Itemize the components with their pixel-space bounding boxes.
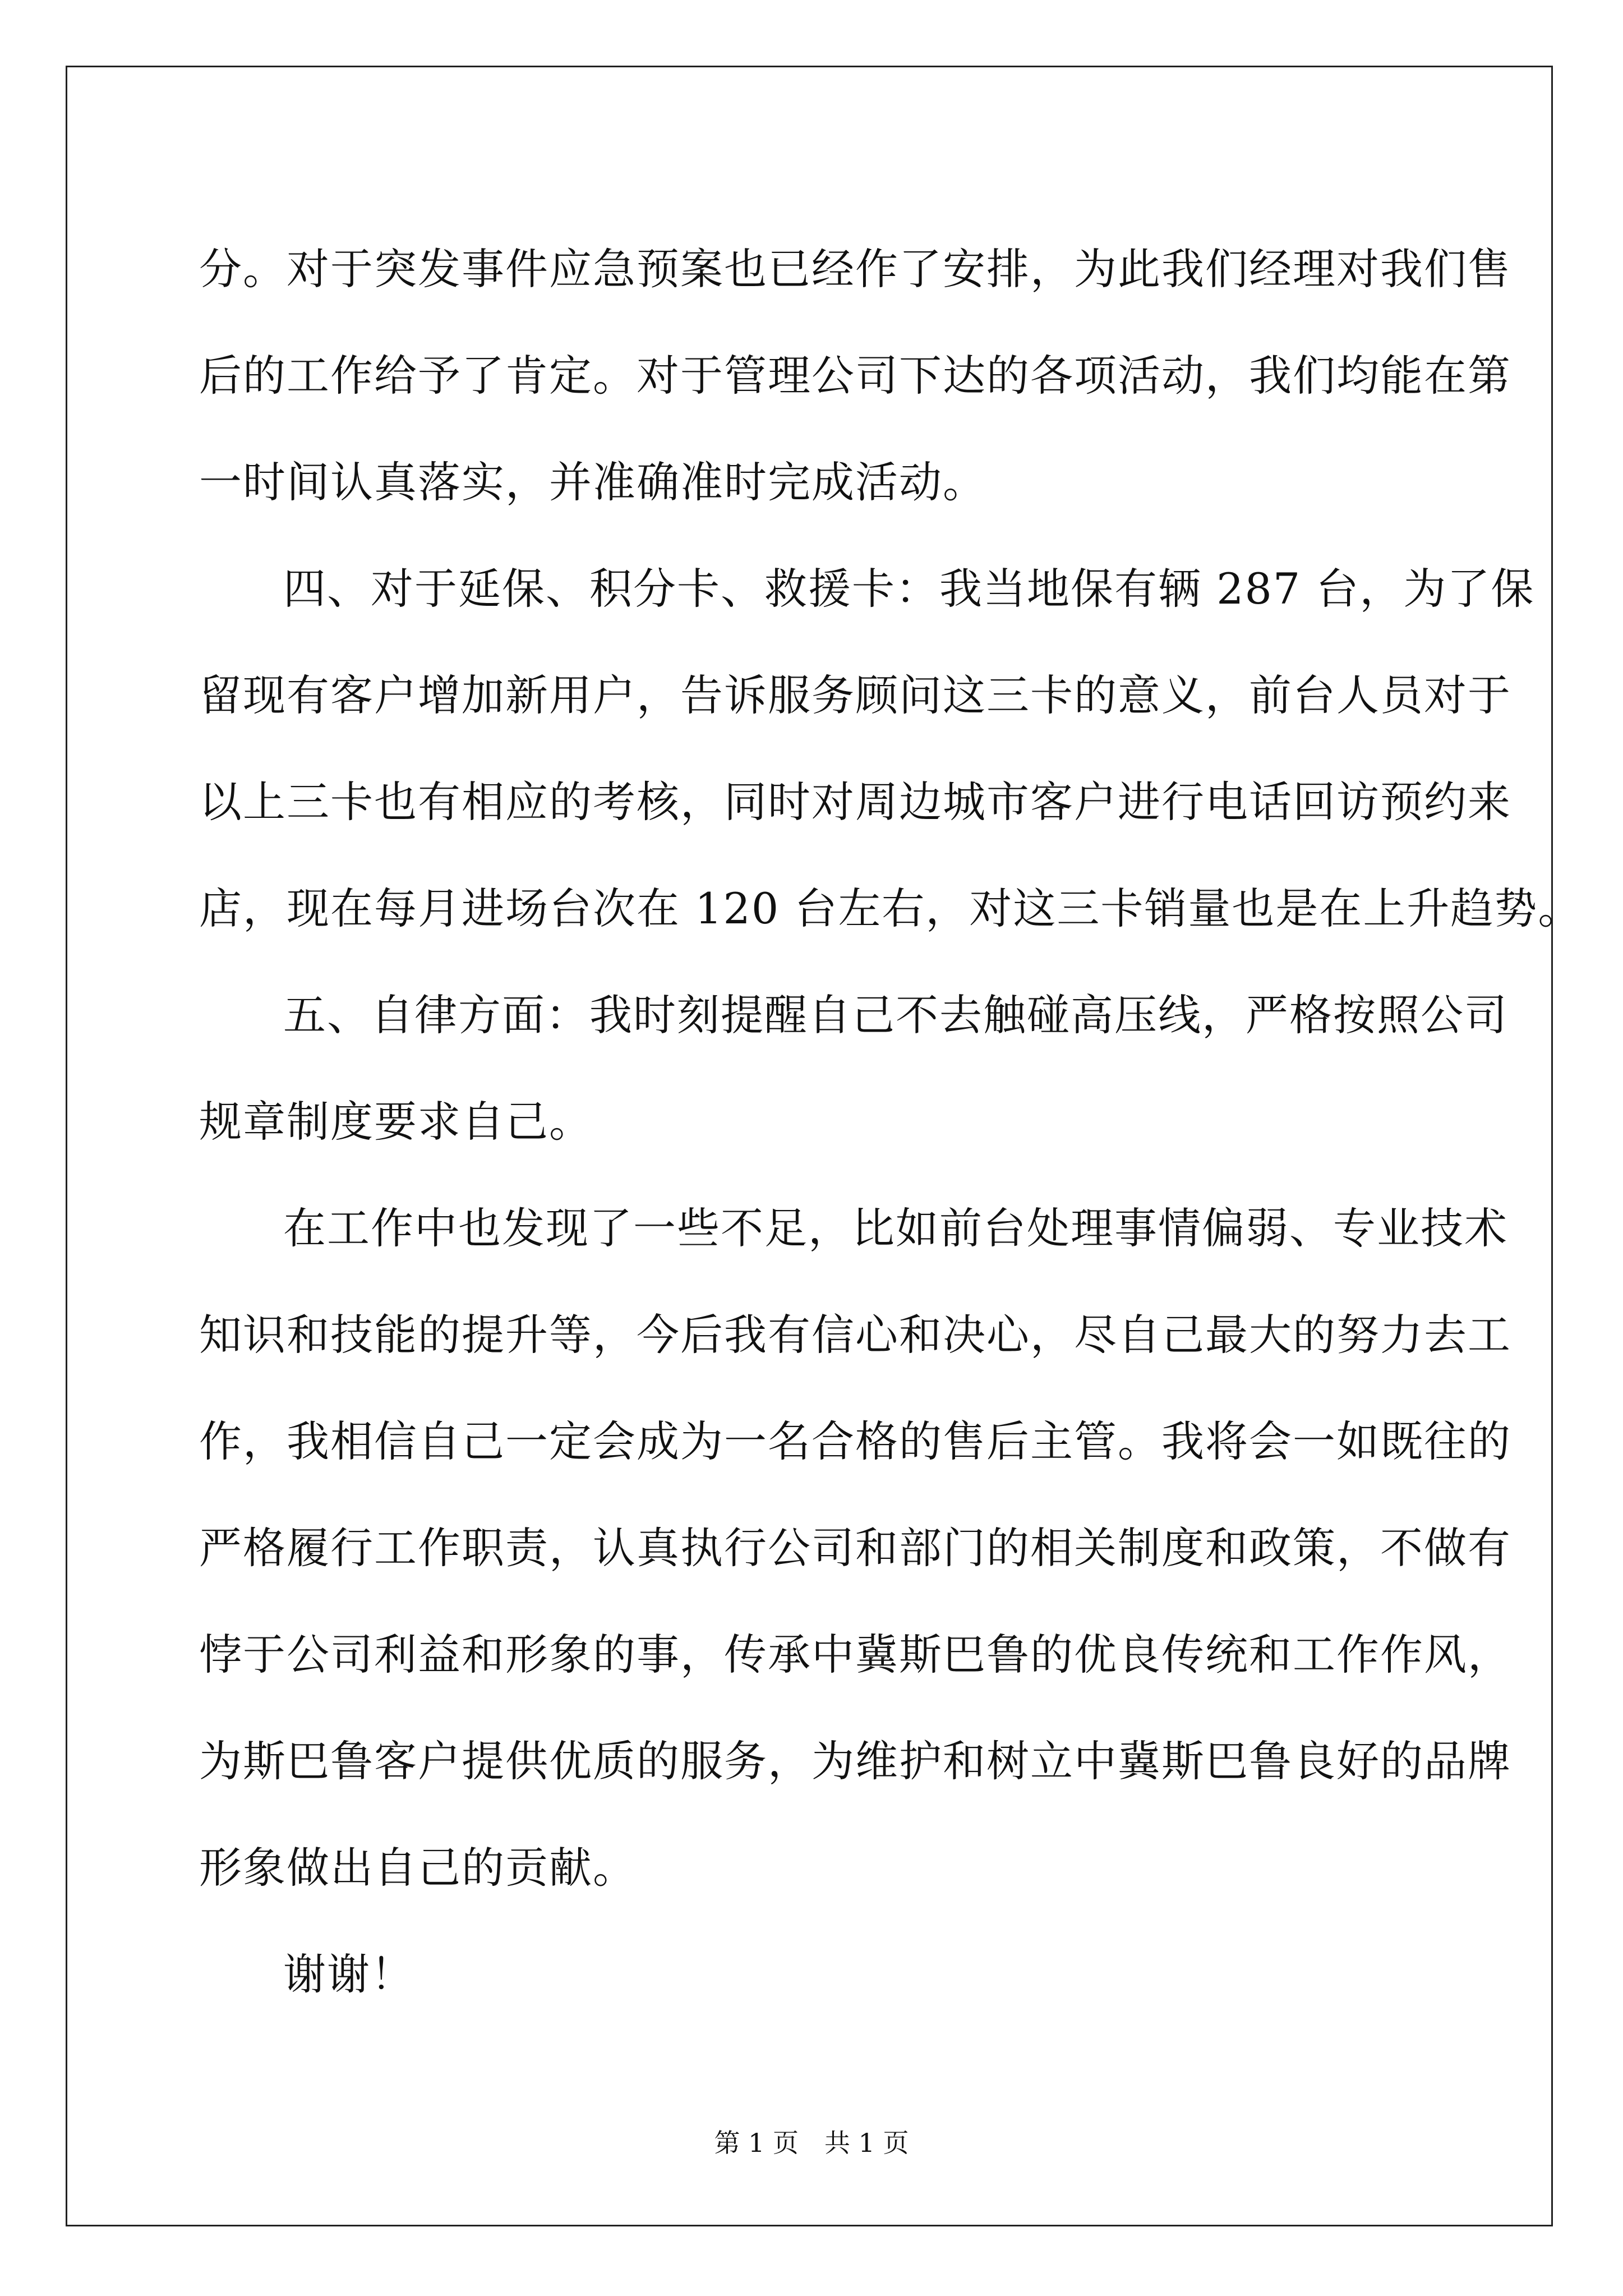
text-line: 作，我相信自己一定会成为一名合格的售后主管。我将会一如既往的 (199, 1416, 1511, 1466)
text-line: 四、对于延保、积分卡、救援卡：我当地保有辆 287 台，为了保 (283, 564, 1535, 614)
text-line: 后的工作给予了肯定。对于管理公司下达的各项活动，我们均能在第 (199, 351, 1511, 401)
text-line: 形象做出自己的贡献。 (199, 1843, 637, 1893)
text-line: 在工作中也发现了一些不足，比如前台处理事情偏弱、专业技术 (283, 1203, 1508, 1253)
text-line: 规章制度要求自己。 (199, 1097, 593, 1147)
text-line: 店，现在每月进场台次在 120 台左右，对这三卡销量也是在上升趋势。 (199, 884, 1582, 933)
text-line: 分。对于突发事件应急预案也已经作了安排，为此我们经理对我们售 (199, 244, 1511, 294)
page-number-footer: 第 1 页 共 1 页 (714, 2128, 909, 2158)
document-body (199, 216, 1582, 2028)
text-line: 一时间认真落实，并准确准时完成活动。 (199, 457, 986, 507)
text-line: 五、自律方面：我时刻提醒自己不去触碰高压线，严格按照公司 (283, 990, 1508, 1040)
text-line: 以上三卡也有相应的考核，同时对周边城市客户进行电话回访预约来 (199, 777, 1511, 827)
text-line: 严格履行工作职责，认真执行公司和部门的相关制度和政策，不做有 (199, 1523, 1511, 1573)
text-line: 为斯巴鲁客户提供优质的服务，为维护和树立中冀斯巴鲁良好的品牌 (199, 1736, 1511, 1786)
text-line: 留现有客户增加新用户，告诉服务顾问这三卡的意义，前台人员对于 (199, 670, 1511, 720)
text-line: 知识和技能的提升等，今后我有信心和决心，尽自己最大的努力去工 (199, 1310, 1511, 1360)
text-line: 谢谢！ (283, 1949, 414, 1999)
text-line: 悖于公司利益和形象的事，传承中冀斯巴鲁的优良传统和工作作风， (199, 1630, 1511, 1680)
